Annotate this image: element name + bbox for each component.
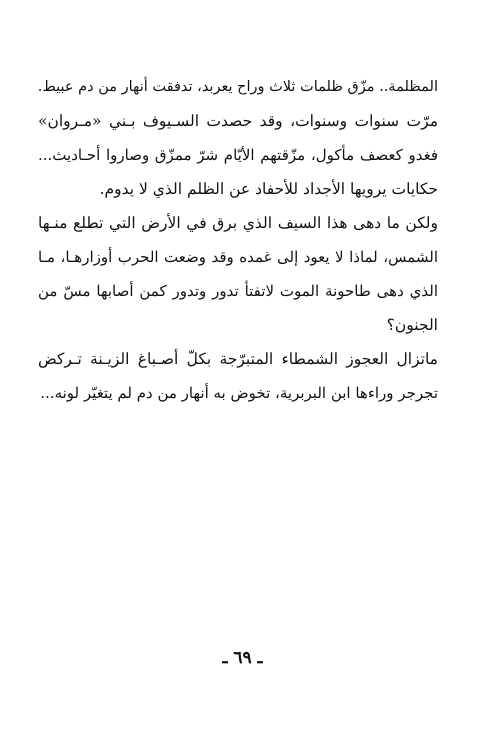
paragraph-1 [38, 70, 438, 206]
paragraph-line: حكايات يرويها الأجداد للأحفاد عن الظلم الذي لا يدوم. [99, 180, 438, 198]
paragraph-line: المظلمة.. مزّق ظلمات ثلاث وراح يعربد، تدفقت أنهار من دم عبيط. [38, 79, 438, 95]
paragraph-3 [38, 342, 438, 410]
paragraph-line: ماتزال العجوز الشمطاء المتبرّجة بكلّ أصـباغ الزيـنة تـركض [38, 350, 438, 368]
paragraph-2 [38, 206, 438, 342]
paragraph-line: الشمس، لماذا لا يعود إلى غمده وقد وضعت الحرب أوزارهـا، مـا [38, 248, 438, 266]
paragraph-line: مرّت سنوات وسنوات، وقد حصدت السـيوف بـني «مـروان» [38, 112, 438, 130]
page-number: ـ ٦٩ ـ [222, 648, 263, 668]
paragraph-line: الجنون؟ [386, 316, 438, 334]
paragraph-line: ولكن ما دهى هذا السيف الذي برق في الأرض التي تطلع منـها [38, 214, 438, 232]
paragraph-line: تجرجر وراءها ابن البربرية، تخوض به أنهار من دم لم يتغيّر لونه... [40, 384, 438, 402]
paragraph-line: الذي دهى طاحونة الموت لاتفتأ تدور وتدور كمن أصابها مسّ من [38, 282, 438, 300]
paragraph-line: فغدو كعصف مأكول، مزّقتهم الأيّام شرّ ممزّق وصاروا أحـاديث... [38, 146, 438, 164]
